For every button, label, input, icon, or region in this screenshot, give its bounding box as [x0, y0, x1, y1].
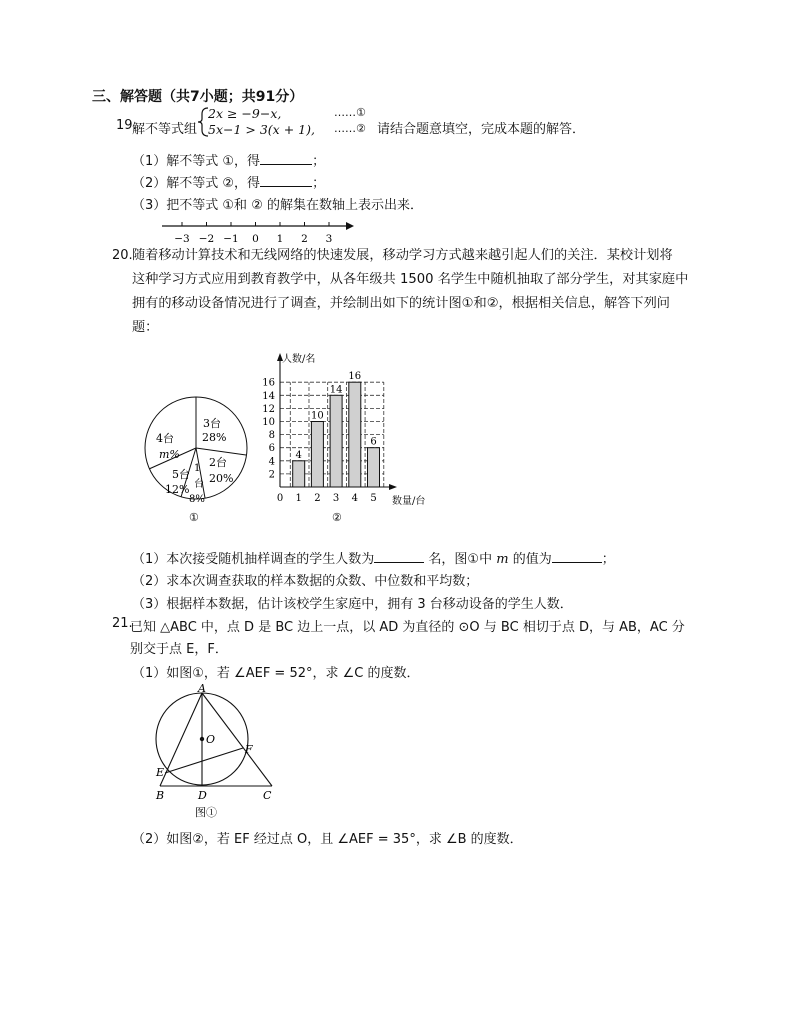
q20-line: 拥有的移动设备情况进行了调查，并绘制出如下的统计图①和②，根据相关信息，解答下列问 [132, 296, 670, 311]
x-tick-label: 5 [370, 493, 377, 504]
semicolon: ； [312, 176, 326, 191]
pie-label: 12% [165, 483, 190, 496]
x-tick-label: 3 [332, 493, 340, 504]
q20-text [132, 244, 688, 340]
x-tick-label: 0 [276, 493, 284, 504]
number-line-label: −3 [174, 233, 190, 245]
q19-lead: 解不等式组 [132, 122, 198, 137]
pie-label: 5台 [172, 468, 190, 481]
y-tick-label: 6 [268, 443, 275, 455]
q20-number: 20. [112, 248, 133, 263]
point-label: C [263, 789, 272, 802]
bar-ylabel: 人数/名 [282, 354, 316, 365]
y-tick-label: 10 [262, 417, 275, 428]
q20-line: 题： [132, 320, 159, 335]
bar [311, 422, 323, 488]
bar-value-label: 16 [348, 371, 362, 383]
q21-line-2: 别交于点 E，F． [130, 642, 228, 657]
bar-value-label: 6 [370, 436, 377, 448]
q19-tail: 请结合题意填空，完成本题的解答． [377, 122, 586, 137]
figure-caption: 图① [195, 806, 217, 819]
q20-line: 这种学习方式应用到教育教学中，从各年级共 1500 名学生中随机抽取了部分学生，对其家庭中 [132, 272, 689, 287]
pie-label: 20% [209, 472, 234, 485]
pie-label: 1 [194, 463, 201, 474]
point-label: A [198, 682, 206, 695]
q20-part-1 [132, 548, 615, 567]
point-label: D [198, 789, 207, 802]
q20-part-2: （2）求本次调查获取的样本数据的众数、中位数和平均数； [132, 574, 479, 589]
pie-label: 4台 [156, 432, 174, 445]
bar [293, 461, 305, 487]
semicolon: ； [601, 552, 615, 567]
q19-part-1-text: （1）解不等式 ①，得 [132, 154, 261, 169]
number-line-label: 1 [276, 233, 284, 245]
bar-value-label: 4 [295, 449, 302, 461]
number-line-label: −2 [198, 233, 215, 245]
variable-m: m [496, 552, 509, 567]
arrow-icon [389, 484, 397, 490]
geometry-figure [148, 682, 288, 822]
q19-inequality-1: 2x ≥ −9−x, [208, 106, 282, 121]
section-title: 三、解答题（共7小题；共91分） [92, 89, 304, 105]
pie-caption: ① [189, 511, 199, 524]
y-tick-label: 16 [262, 377, 275, 389]
y-tick-label: 14 [262, 390, 275, 402]
y-tick-label: 2 [268, 469, 275, 481]
number-line-label: 2 [301, 233, 308, 245]
bar-value-label: 14 [329, 384, 343, 396]
q20-part-3: （3）根据样本数据，估计该校学生家庭中，拥有 3 台移动设备的学生人数． [132, 597, 573, 612]
y-tick-label: 8 [268, 430, 275, 442]
number-line-label: −1 [223, 233, 239, 245]
point-label: F [245, 743, 253, 756]
q19-mark-2: ……② [334, 122, 366, 135]
answer-blank[interactable] [552, 550, 602, 563]
number-line-label: 0 [252, 233, 259, 245]
q19-part-2-text: （2）解不等式 ②，得 [132, 176, 261, 191]
q21-line-1: 已知 △ABC 中，点 D 是 BC 边上一点，以 AD 为直径的 ⊙O 与 BC 相切于点 D，与 AB，AC 分 [130, 620, 685, 635]
point-label: E [156, 766, 165, 779]
y-tick-label: 12 [262, 403, 275, 415]
pie-label: 台 [194, 479, 204, 490]
bar-xlabel: 数量/台 [392, 496, 426, 507]
x-tick-label: 2 [314, 493, 321, 504]
q19-part-3: （3）把不等式 ①和 ② 的解集在数轴上表示出来． [132, 198, 423, 213]
q20-part-1-text: （1）本次接受随机抽样调查的学生人数为 [132, 552, 375, 567]
q20-part-1-text-b: 名，图①中 [428, 552, 493, 567]
q19-part-1 [132, 150, 325, 169]
bar [349, 382, 361, 487]
bar [330, 395, 342, 487]
q21-part-1: （1）如图①，若 ∠AEF = 52°，求 ∠C 的度数． [132, 666, 420, 681]
pie-label: 28% [202, 431, 227, 444]
q19-mark-1: ……① [334, 106, 366, 119]
x-tick-label: 1 [295, 493, 302, 504]
pie-label: m% [159, 448, 180, 461]
bar [368, 448, 380, 487]
answer-blank[interactable] [260, 174, 312, 187]
y-tick-label: 4 [268, 456, 275, 468]
q19-part-2 [132, 172, 325, 191]
q21-number: 21. [112, 616, 133, 631]
answer-blank[interactable] [260, 152, 312, 165]
pie-label: 2台 [209, 456, 227, 469]
answer-blank[interactable] [374, 550, 424, 563]
point-label: B [156, 789, 165, 802]
q20-line: 随着移动计算技术和无线网络的快速发展，移动学习方式越来越引起人们的关注．某校计划将 [132, 248, 673, 263]
bar-chart [262, 350, 442, 528]
point-label: O [206, 733, 216, 746]
semicolon: ； [312, 154, 326, 169]
x-tick-label: 4 [351, 493, 358, 504]
pie-chart [144, 396, 256, 524]
bar-value-label: 10 [311, 410, 324, 422]
q19-inequality-2: 5x−1 > 3(x + 1), [208, 122, 315, 137]
arrow-icon [346, 222, 354, 230]
pie-label: 8% [189, 494, 205, 505]
bar-caption: ② [332, 511, 342, 524]
q19-number: 19. [116, 118, 137, 133]
pie-label: 3台 [203, 417, 221, 430]
number-line-label: 3 [325, 233, 333, 245]
q20-part-1-text-c: 的值为 [512, 552, 552, 567]
q21-part-2: （2）如图②，若 EF 经过点 O，且 ∠AEF = 35°，求 ∠B 的度数． [132, 832, 523, 847]
